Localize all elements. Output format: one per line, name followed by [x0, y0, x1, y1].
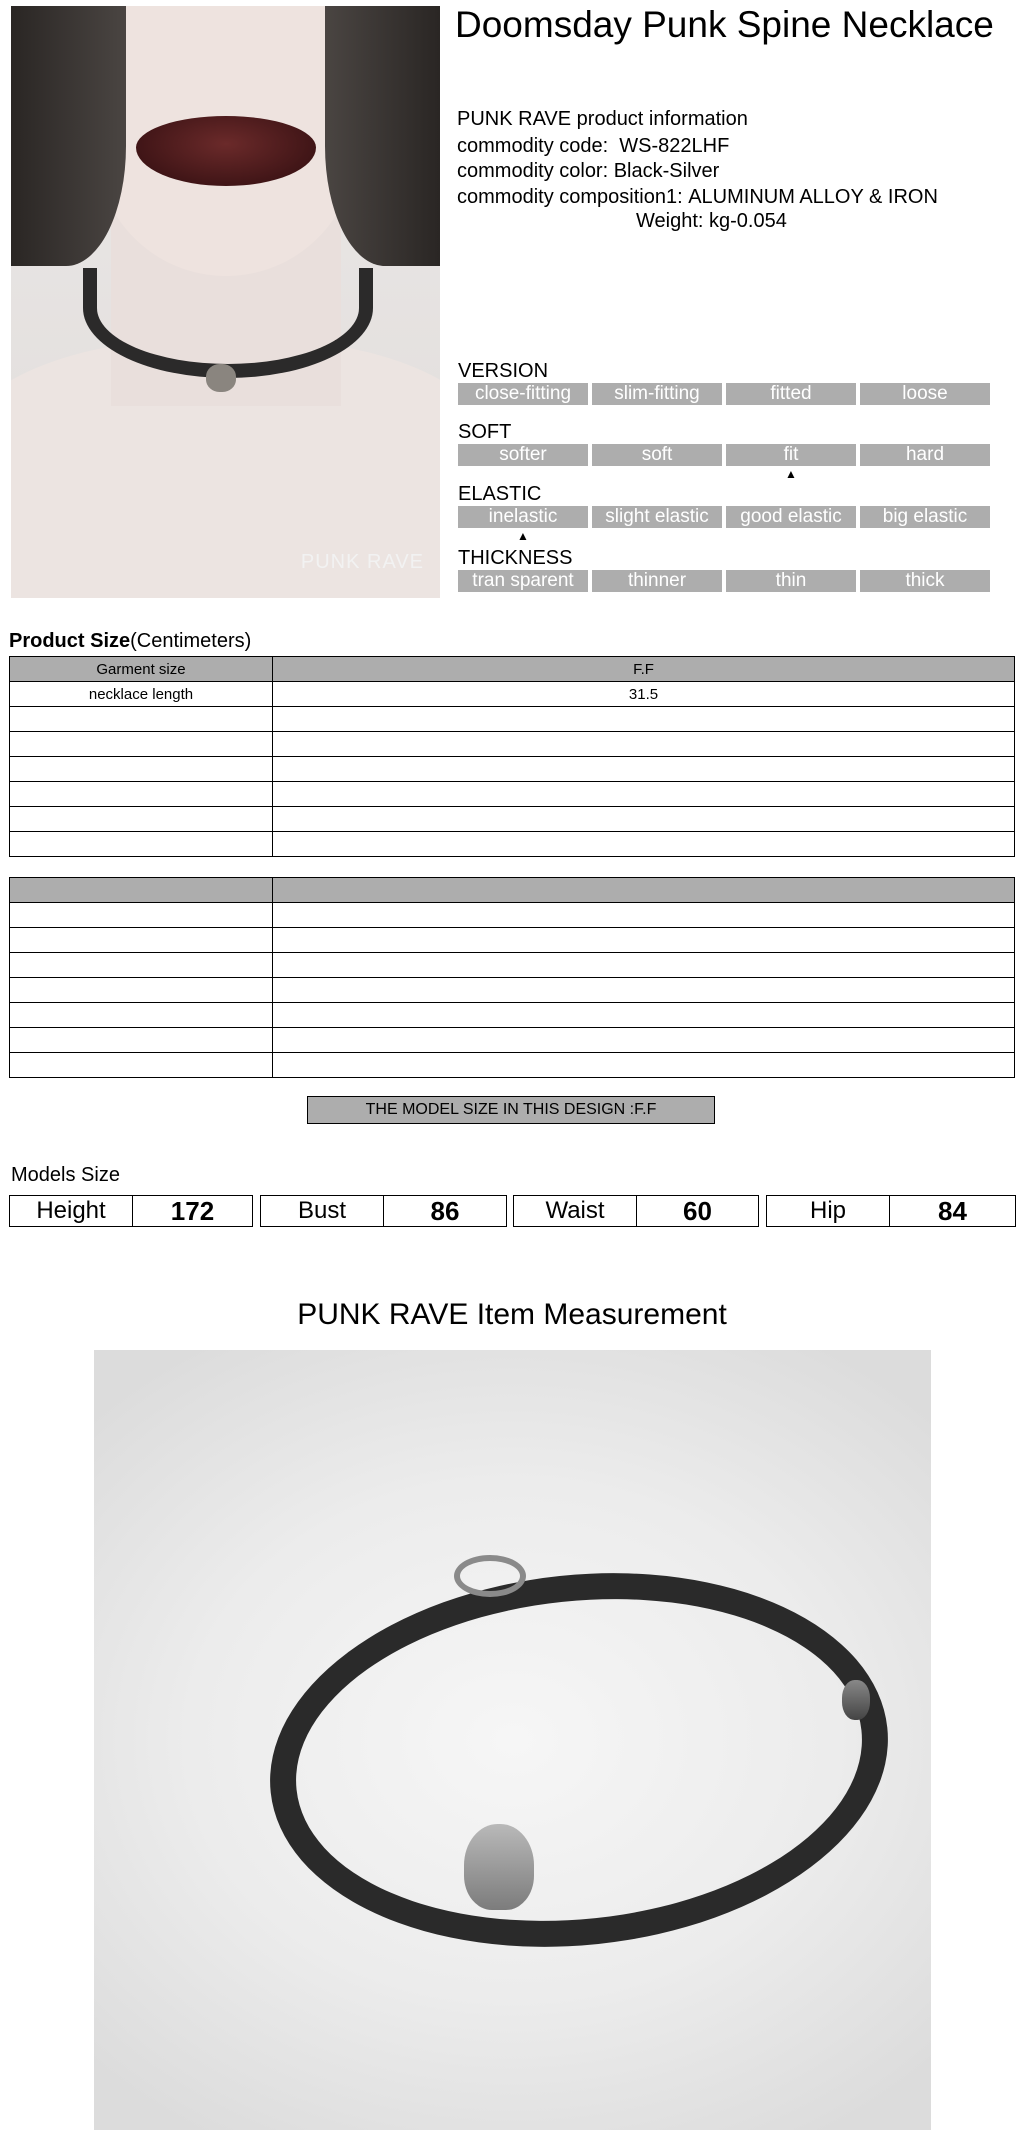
table-cell: [10, 1003, 273, 1028]
table-cell: [273, 1053, 1015, 1078]
table-cell: [273, 978, 1015, 1003]
model-size-value: 60: [683, 1196, 712, 1226]
attr-option: soft: [592, 444, 722, 466]
attr-option: big elastic: [860, 506, 990, 528]
table-row: [10, 953, 1015, 978]
table-row: [10, 732, 1015, 757]
product-size-title: Product Size(Centimeters): [9, 630, 252, 652]
table-cell: [273, 953, 1015, 978]
attr-option: thinner: [592, 570, 722, 592]
table-row: [10, 782, 1015, 807]
table-cell: [273, 707, 1015, 732]
attr-option: inelastic: [458, 506, 588, 528]
model-size-value: 86: [430, 1196, 460, 1226]
selected-marker-icon: ▲: [517, 529, 529, 543]
attr-option: thick: [860, 570, 990, 592]
table-cell: necklace length: [10, 682, 273, 707]
attr-option: close-fitting: [458, 383, 588, 405]
attr-label-thickness: THICKNESS: [458, 547, 573, 569]
commodity-composition: commodity composition1: ALUMINUM ALLOY & IRON: [457, 186, 938, 208]
attr-option: softer: [458, 444, 588, 466]
product-title: Doomsday Punk Spine Necklace: [455, 4, 994, 45]
table-cell: [10, 757, 273, 782]
table-cell: F.F: [273, 657, 1015, 682]
attr-options-thickness: [458, 570, 990, 592]
attr-options-elastic: [458, 506, 990, 528]
attr-label-elastic: ELASTIC: [458, 483, 542, 505]
model-size-key: Height: [10, 1196, 133, 1226]
model-size-waist: [513, 1195, 759, 1227]
model-size-note: THE MODEL SIZE IN THIS DESIGN :F.F: [307, 1096, 715, 1124]
table-row: [10, 878, 1015, 903]
table-cell: [10, 903, 273, 928]
table-cell: [10, 832, 273, 857]
table-row: [10, 1003, 1015, 1028]
table-cell: [10, 1028, 273, 1053]
attr-option: good elastic: [726, 506, 856, 528]
attr-option: slim-fitting: [592, 383, 722, 405]
table-cell: [273, 878, 1015, 903]
model-size-key: Waist: [514, 1196, 637, 1226]
table-cell: [273, 928, 1015, 953]
model-size-hip: [766, 1195, 1016, 1227]
attr-option: loose: [860, 383, 990, 405]
table-row: [10, 757, 1015, 782]
table-cell: [273, 807, 1015, 832]
table-cell: [273, 732, 1015, 757]
table-cell: [10, 953, 273, 978]
measurement-title: PUNK RAVE Item Measurement: [297, 1298, 727, 1331]
model-size-height: [9, 1195, 253, 1227]
table-cell: [10, 782, 273, 807]
commodity-color: commodity color: Black-Silver: [457, 160, 720, 182]
product-photo: [94, 1350, 931, 2130]
attr-option: fit: [726, 444, 856, 466]
table-row: [10, 707, 1015, 732]
table-cell: Garment size: [10, 657, 273, 682]
table-cell: [273, 1003, 1015, 1028]
attr-option: hard: [860, 444, 990, 466]
attr-options-version: [458, 383, 990, 405]
table-row: [10, 1053, 1015, 1078]
model-size-bust: [260, 1195, 507, 1227]
selected-marker-icon: ▲: [785, 467, 797, 481]
info-heading: PUNK RAVE product information: [457, 108, 748, 130]
table-cell: [273, 782, 1015, 807]
table-cell: [10, 807, 273, 832]
table-cell: [10, 707, 273, 732]
table-row: [10, 903, 1015, 928]
product-size-table: [9, 656, 1015, 857]
table-row: [10, 978, 1015, 1003]
table-row: [10, 832, 1015, 857]
table-cell: [273, 903, 1015, 928]
models-size-label: Models Size: [11, 1164, 120, 1186]
model-size-value: 84: [938, 1196, 967, 1226]
watermark: PUNK RAVE: [300, 551, 424, 573]
table-cell: [273, 832, 1015, 857]
model-photo: [11, 6, 440, 598]
table-row: [10, 807, 1015, 832]
table-cell: [273, 1028, 1015, 1053]
attr-option: slight elastic: [592, 506, 722, 528]
commodity-weight: Weight: kg-0.054: [636, 210, 787, 232]
table-cell: 31.5: [273, 682, 1015, 707]
attr-option: tran sparent: [458, 570, 588, 592]
table-cell: [273, 757, 1015, 782]
attr-option: thin: [726, 570, 856, 592]
table-cell: [10, 732, 273, 757]
attr-options-soft: [458, 444, 990, 466]
model-size-value: 172: [170, 1196, 215, 1226]
table-row: [10, 682, 1015, 707]
table-row: [10, 657, 1015, 682]
table-cell: [10, 928, 273, 953]
attr-label-soft: SOFT: [458, 421, 512, 443]
model-size-key: Hip: [767, 1196, 890, 1226]
commodity-code: commodity code: WS-822LHF: [457, 135, 730, 157]
table-row: [10, 1028, 1015, 1053]
table-cell: [10, 1053, 273, 1078]
attr-label-version: VERSION: [458, 360, 549, 382]
table-cell: [10, 878, 273, 903]
attr-option: fitted: [726, 383, 856, 405]
table-cell: [10, 978, 273, 1003]
model-size-key: Bust: [261, 1196, 384, 1226]
table-row: [10, 928, 1015, 953]
product-size-table-secondary: [9, 877, 1015, 1078]
